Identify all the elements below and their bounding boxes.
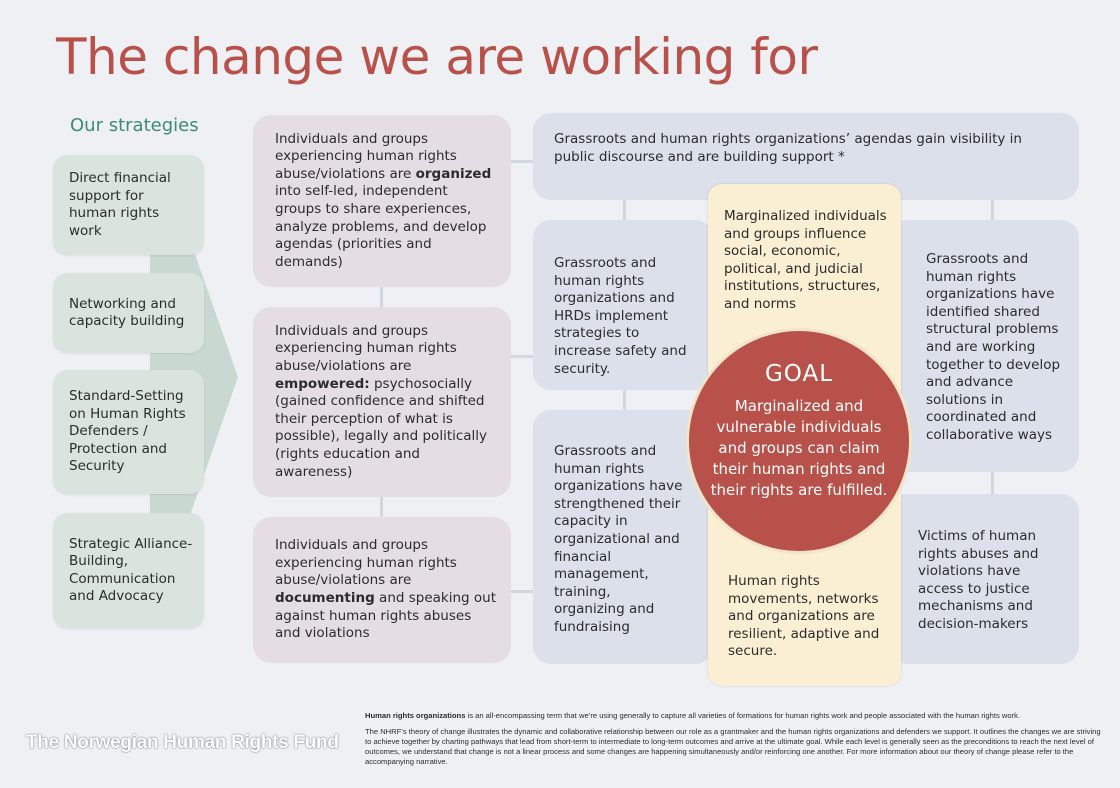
strategy-label: Direct financial support for human rights work [69,170,171,239]
strategy-label: Strategic Alliance-Building, Communication and Advocacy [69,535,193,604]
strategy-direct-financial-support [53,155,204,255]
outcome-influence-institutions: Marginalized individuals and groups influence social, economic, political, and judicial institutions, structures, and norms [724,208,887,312]
strategy-standard-setting [53,370,204,494]
strategy-networking [53,273,204,353]
outcome-agendas-visibility-text: Grassroots and human rights organizations’ agendas gain visibility in public discourse and are building support * [554,131,1022,165]
connector-line [511,355,533,358]
connector-line [380,497,383,517]
outcome-resilient-movements: Human rights movements, networks and organizations are resilient, adaptive and secure. [728,573,880,660]
footnote-description: The NHRF’s theory of change illustrates the dynamic and collaborative relationship between our role as a grantmaker and the human rights organizations and defenders we support. It outlines the changes we are striving to achieve together by charting pathways that lead from short-term to intermediate to long-term outcomes and arrive at the ultimate goal. While each level is generally seen as the preconditions to reach the next level of outcomes, we understand that change is not a linear process and some changes are happening simultaneously and/or reinforcing one another. For more information about our theory of change please refer to the accompanying narrative. [365,727,1101,766]
connector-line [623,200,626,220]
strategies-heading: Our strategies [70,115,199,136]
goal-text: Marginalized and vulnerable individuals and groups can claim their human rights and their rights are fulfilled. [710,397,888,499]
connector-line [623,390,626,410]
outcome-shared-problems-text: Grassroots and human rights organizations have identified shared structural problems and are working together to develop and advance solutions in coordinated and collaborative ways [926,251,1061,443]
outcome-safety-security-text: Grassroots and human rights organizations and HRDs implement strategies to increase safety and security. [554,255,687,377]
outcome-organized: Individuals and groups experiencing human rights abuse/violations are organized into self-led, independent groups to share experiences, analyze problems, and develop agendas (priorities and demands) [253,115,511,287]
outcome-empowered: Individuals and groups experiencing human rights abuse/violations are empowered: psychosocially (gained confidence and shifted their perception of what is possible), legally and politically (rights education and awareness) [253,307,511,497]
strategy-label: Networking and capacity building [69,295,185,329]
organization-name: The Norwegian Human Rights Fund [26,732,339,753]
outcome-documenting: Individuals and groups experiencing human rights abuse/violations are documenting and speaking out against human rights abuses and violations [253,517,511,663]
strategy-label: Standard-Setting on Human Rights Defenders / Protection and Security [69,388,186,475]
connector-line [380,287,383,307]
connector-line [511,160,533,163]
connector-line [511,590,533,593]
outcome-access-justice-text: Victims of human rights abuses and violations have access to justice mechanisms and decision-makers [918,528,1039,632]
goal-heading: GOAL [764,361,834,387]
page-title: The change we are working for [56,28,818,86]
connector-line [991,200,994,220]
strategy-alliance-building [53,513,204,628]
connector-line [991,472,994,494]
outcome-strengthened-capacity-text: Grassroots and human rights organizations have strengthened their capacity in organizational and financial management, training, organizing and fundraising [554,443,683,635]
footnote-definition: Human rights organizations is an all-encompassing term that we’re using generally to capture all varieties of formations for human rights work and people associated with the human rights work. [365,711,1021,720]
goal-circle [686,328,912,554]
